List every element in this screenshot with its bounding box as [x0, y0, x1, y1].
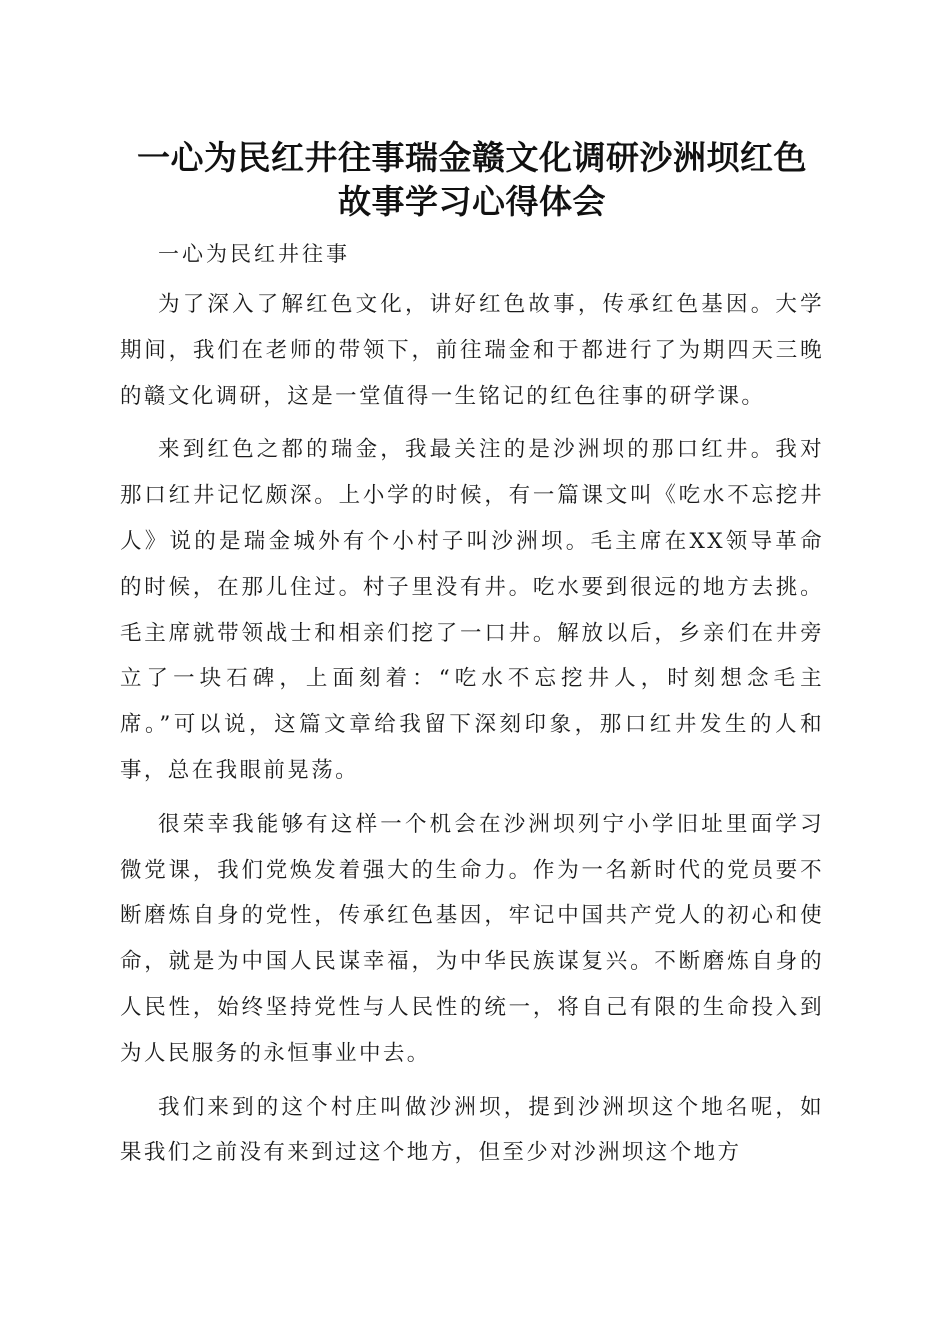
paragraph-4: 我们来到的这个村庄叫做沙洲坝，提到沙洲坝这个地名呢，如果我们之前没有来到过这个地方，但至少对沙洲坝这个地方	[120, 1094, 824, 1166]
paragraph-1: 为了深入了解红色文化，讲好红色故事，传承红色基因。大学期间，我们在老师的带领下，前往瑞金和于都进行了为期四天三晚的赣文化调研，这是一堂值得一生铭记的红色往事的研学课。	[120, 292, 824, 409]
section-heading: 一心为民红井往事	[158, 242, 350, 266]
title-line-1: 一心为民红井往事瑞金赣文化调研沙洲坝红色	[137, 138, 807, 177]
document-title	[120, 136, 824, 224]
document-page	[120, 136, 824, 1176]
title-line-2: 故事学习心得体会	[338, 182, 606, 221]
paragraph-3: 很荣幸我能够有这样一个机会在沙洲坝列宁小学旧址里面学习微党课，我们党焕发着强大的生命力。作为一名新时代的党员要不断磨炼自身的党性，传承红色基因，牢记中国共产党人的初心和使命，就是为中国人民谋幸福，为中华民族谋复兴。不断磨炼自身的人民性，始终坚持党性与人民性的统一，将自己有限的生命投入到为人民服务的永恒事业中去。	[120, 811, 824, 1066]
paragraph-2: 来到红色之都的瑞金，我最关注的是沙洲坝的那口红井。我对那口红井记忆颇深。上小学的时候，有一篇课文叫《吃水不忘挖井人》说的是瑞金城外有个小村子叫沙洲坝。毛主席在XX领导革命的时候，在那儿住过。村子里没有井。吃水要到很远的地方去挑。毛主席就带领战士和相亲们挖了一口井。解放以后，乡亲们在井旁立了一块石碑，上面刻着：“吃水不忘挖井人，时刻想念毛主席。”可以说，这篇文章给我留下深刻印象，那口红井发生的人和事，总在我眼前晃荡。	[120, 437, 824, 783]
